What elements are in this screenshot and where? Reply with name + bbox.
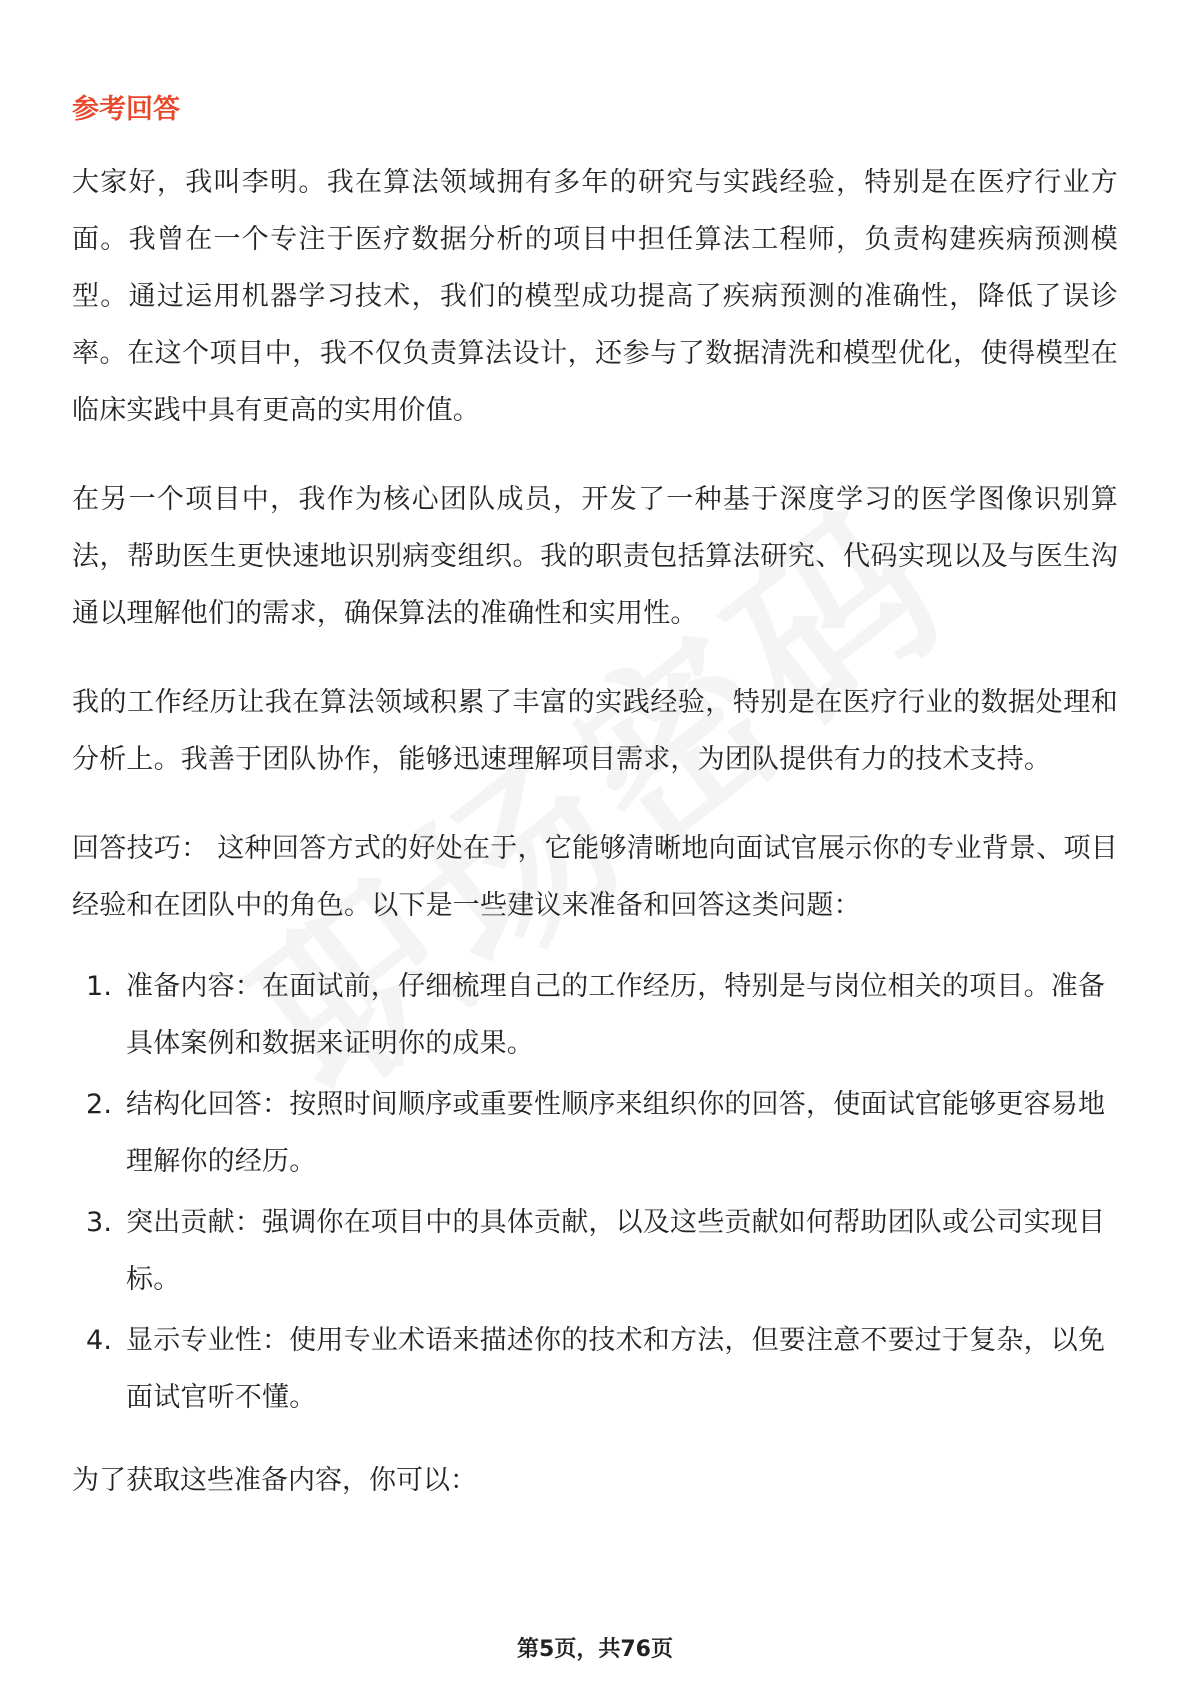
tips-list [72, 958, 1118, 1426]
list-number: 2. [86, 1089, 113, 1120]
list-number: 3. [86, 1207, 113, 1238]
list-item [72, 958, 1118, 1072]
answer-paragraph-1: 大家好，我叫李明。我在算法领域拥有多年的研究与实践经验，特别是在医疗行业方面。我曾在一个专注于医疗数据分析的项目中担任算法工程师，负责构建疾病预测模型。通过运用机器学习技术，我们的模型成功提高了疾病预测的准确性，降低了误诊率。在这个项目中，我不仅负责算法设计，还参与了数据清洗和模型优化，使得模型在临床实践中具有更高的实用价值。 [72, 167, 1118, 426]
list-number: 4. [86, 1325, 113, 1356]
list-item [72, 1194, 1118, 1308]
page-number-footer: 第5页，共76页 [517, 1637, 673, 1662]
list-item [72, 1312, 1118, 1426]
list-item [72, 1076, 1118, 1190]
list-number: 1. [86, 971, 113, 1002]
list-item-text: 突出贡献：强调你在项目中的具体贡献，以及这些贡献如何帮助团队或公司实现目标。 [126, 1207, 1106, 1295]
answer-paragraph-2: 在另一个项目中，我作为核心团队成员，开发了一种基于深度学习的医学图像识别算法，帮助医生更快速地识别病变组织。我的职责包括算法研究、代码实现以及与医生沟通以理解他们的需求，确保算法的准确性和实用性。 [72, 484, 1118, 629]
page-content [72, 86, 1118, 1509]
closing-line: 为了获取这些准备内容，你可以： [72, 1465, 477, 1496]
tips-intro: 回答技巧： 这种回答方式的好处在于，它能够清晰地向面试官展示你的专业背景、项目经验和在团队中的角色。以下是一些建议来准备和回答这类问题： [72, 833, 1118, 921]
section-heading: 参考回答 [72, 94, 180, 125]
list-item-text: 准备内容：在面试前，仔细梳理自己的工作经历，特别是与岗位相关的项目。准备具体案例和数据来证明你的成果。 [126, 971, 1106, 1059]
list-item-text: 结构化回答：按照时间顺序或重要性顺序来组织你的回答，使面试官能够更容易地理解你的经历。 [126, 1089, 1106, 1177]
list-item-text: 显示专业性：使用专业术语来描述你的技术和方法，但要注意不要过于复杂，以免面试官听不懂。 [126, 1325, 1106, 1413]
answer-paragraph-3: 我的工作经历让我在算法领域积累了丰富的实践经验，特别是在医疗行业的数据处理和分析上。我善于团队协作，能够迅速理解项目需求，为团队提供有力的技术支持。 [72, 687, 1118, 775]
